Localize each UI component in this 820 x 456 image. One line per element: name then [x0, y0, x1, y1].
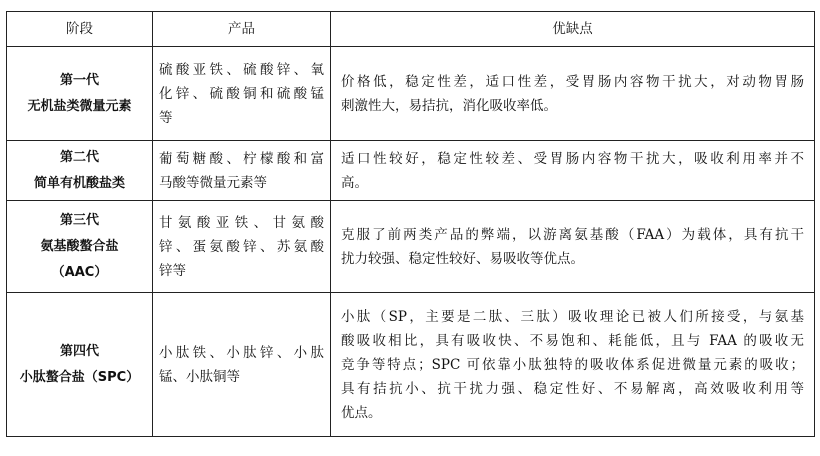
pros-line: 酸吸收相比，具有吸收快、不易饱和、耗能低，且与 FAA 的吸收无	[341, 332, 804, 349]
product-cell	[153, 47, 331, 141]
pros-line: 竞争等特点；SPC 可依靠小肽独特的吸收体系促进微量元素的吸收；	[341, 356, 804, 373]
table-row	[7, 47, 815, 141]
product-line: 化锌、硫酸铜和硫酸锰	[159, 85, 324, 102]
header-product: 产品	[153, 12, 331, 47]
product-line: 硫酸亚铁、硫酸锌、氧	[159, 61, 324, 78]
stage-cell	[7, 141, 153, 201]
product-line: 锌、蛋氨酸锌、苏氨酸	[159, 238, 324, 255]
table-row	[7, 293, 815, 437]
stage-generation: 第一代	[59, 72, 99, 88]
pros-line: 优点。	[341, 404, 382, 421]
stage-type: 氨基酸螯合盐	[40, 238, 119, 254]
table-row	[7, 201, 815, 293]
stage-cell	[7, 201, 153, 293]
pros-line: 价格低，稳定性差，适口性差，受胃肠内容物干扰大，对动物胃肠	[341, 73, 804, 90]
product-line: 葡萄糖酸、柠檬酸和富	[159, 150, 324, 167]
header-stage: 阶段	[7, 12, 153, 47]
pros-line: 克服了前两类产品的弊端，以游离氨基酸（FAA）为载体，具有抗干	[341, 226, 804, 243]
stage-generation: 第四代	[59, 343, 99, 359]
product-line: 小肽铁、小肽锌、小肽	[159, 344, 324, 361]
pros-cons-cell	[331, 141, 815, 201]
pros-line: 具有拮抗小、抗干扰力强、稳定性好、不易解离，高效吸收利用等	[341, 380, 804, 397]
header-pros-cons: 优缺点	[331, 12, 815, 47]
stage-type: 无机盐类微量元素	[27, 98, 132, 114]
product-line: 马酸等微量元素等	[159, 174, 267, 191]
pros-line: 刺激性大，易拮抗，消化吸收率低。	[341, 97, 557, 114]
table-row	[7, 141, 815, 201]
stage-type: 小肽螯合盐（SPC）	[19, 369, 140, 385]
pros-cons-cell	[331, 47, 815, 141]
generation-comparison-table	[6, 11, 815, 437]
product-line: 等	[159, 109, 173, 126]
pros-line: 高。	[341, 174, 368, 191]
product-cell	[153, 141, 331, 201]
table-header-row	[7, 12, 815, 47]
pros-line: 扰力较强、稳定性较好、易吸收等优点。	[341, 250, 584, 267]
product-line: 锰、小肽铜等	[159, 368, 240, 385]
pros-line: 适口性较好，稳定性较差、受胃肠内容物干扰大，吸收利用率并不	[341, 150, 804, 167]
stage-abbreviation: （AAC）	[51, 264, 108, 280]
product-cell	[153, 293, 331, 437]
stage-generation: 第三代	[59, 212, 99, 228]
stage-generation: 第二代	[59, 149, 99, 165]
product-cell	[153, 201, 331, 293]
stage-cell	[7, 293, 153, 437]
product-line: 甘氨酸亚铁、甘氨酸	[159, 214, 324, 231]
product-line: 锌等	[159, 262, 186, 279]
stage-cell	[7, 47, 153, 141]
stage-type: 简单有机酸盐类	[33, 175, 125, 191]
pros-cons-cell	[331, 201, 815, 293]
pros-line: 小肽（SP，主要是二肽、三肽）吸收理论已被人们所接受，与氨基	[341, 308, 804, 325]
pros-cons-cell	[331, 293, 815, 437]
